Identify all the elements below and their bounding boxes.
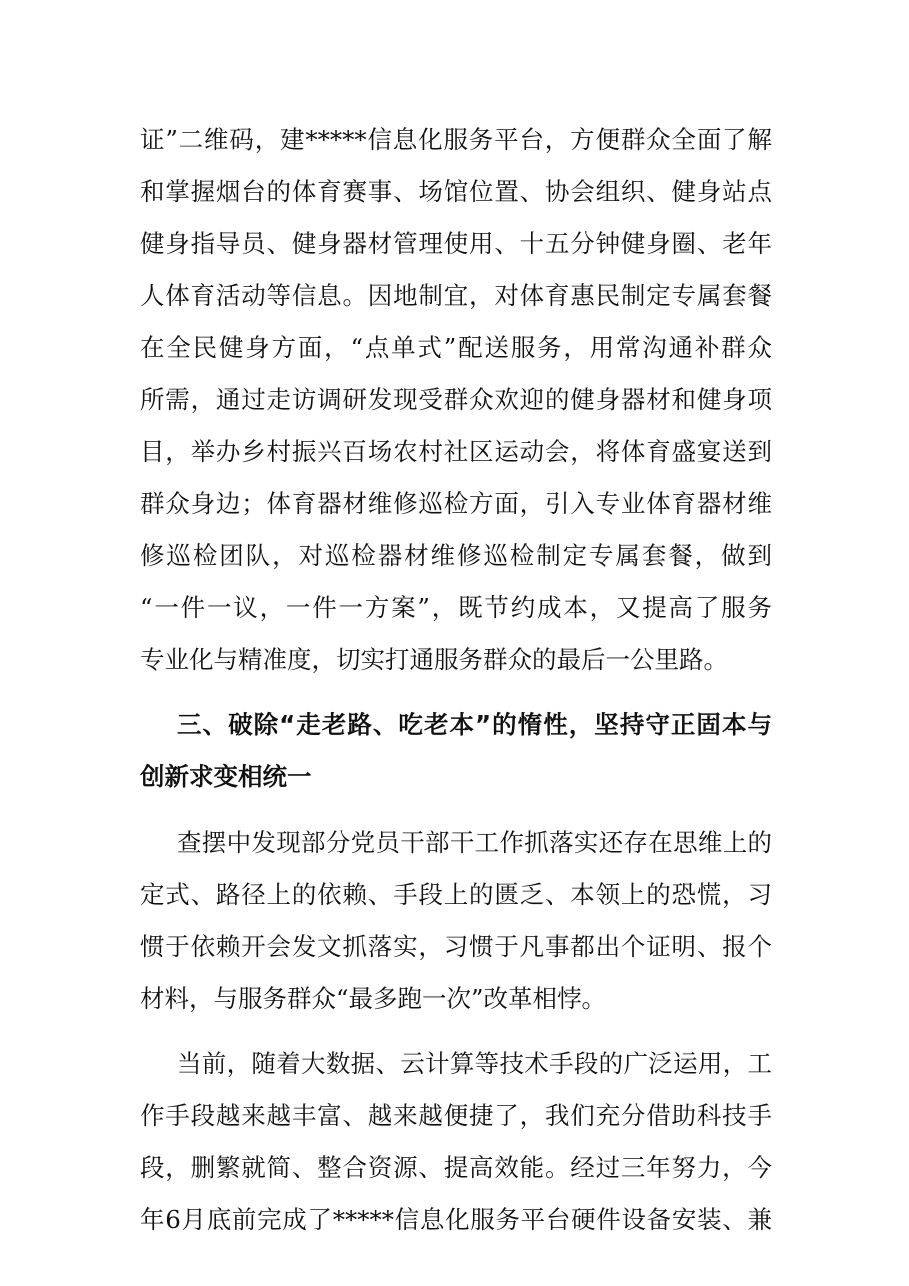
text-line: 作手段越来越丰富、越来越便捷了，我们充分借助科技手 (140, 1101, 772, 1130)
section-heading: 创新求变相统一 (140, 762, 312, 791)
text-line: “一件一议，一件一方案”，既节约成本，又提高了服务 (140, 593, 772, 622)
text-line: 和掌握烟台的体育赛事、场馆位置、协会组织、健身站点 (140, 177, 772, 206)
text-line: 证”二维码，建*****信息化服务平台，方便群众全面了解 (140, 125, 772, 154)
text-line: 目，举办乡村振兴百场农村社区运动会，将体育盛宴送到 (140, 437, 772, 466)
text-line: 查摆中发现部分党员干部干工作抓落实还存在思维上的 (177, 828, 772, 857)
text-line: 惯于依赖开会发文抓落实，习惯于凡事都出个证明、报个 (140, 932, 772, 961)
text-line: 在全民健身方面，“点单式”配送服务，用常沟通补群众 (140, 333, 772, 362)
text-line: 健身指导员、健身器材管理使用、十五分钟健身圈、老年 (140, 229, 772, 258)
text-line: 段，删繁就简、整合资源、提高效能。经过三年努力，今 (140, 1153, 772, 1182)
text-line: 当前，随着大数据、云计算等技术手段的广泛运用，工 (177, 1049, 772, 1078)
text-line: 专业化与精准度，切实打通服务群众的最后一公里路。 (140, 645, 728, 674)
text-line: 所需，通过走访调研发现受群众欢迎的健身器材和健身项 (140, 385, 772, 414)
text-line: 群众身边；体育器材维修巡检方面，引入专业体育器材维 (140, 489, 772, 518)
section-heading: 三、破除“走老路、吃老本”的惰性，坚持守正固本与 (177, 710, 772, 739)
text-line: 年6月底前完成了*****信息化服务平台硬件设备安装、兼 (140, 1205, 772, 1234)
text-line: 定式、路径上的依赖、手段上的匮乏、本领上的恐慌，习 (140, 880, 772, 909)
text-line: 人体育活动等信息。因地制宜，对体育惠民制定专属套餐 (140, 281, 772, 310)
text-line: 修巡检团队，对巡检器材维修巡检制定专属套餐，做到 (140, 541, 772, 570)
text-line: 材料，与服务群众“最多跑一次”改革相悖。 (140, 984, 607, 1013)
